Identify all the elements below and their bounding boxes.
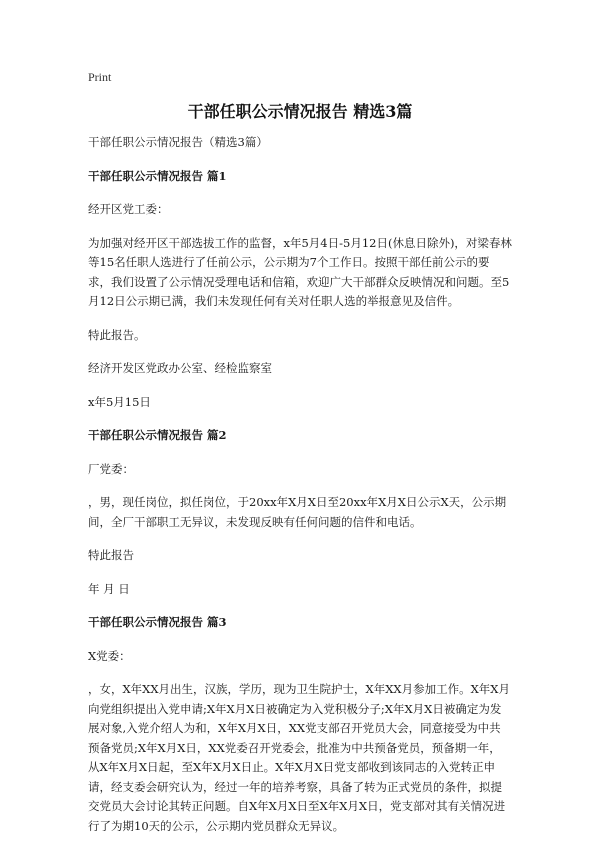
section-3-body: ，女，X年XX月出生，汉族，学历，现为卫生院护士，X年XX月参加工作。X年X月向党组织提出入党申请;X年X月X日被确定为入党积极分子;X年X月X日被确定为发展对象,入党介绍人为和，X年X月X日，XX党支部召开党员大会，同意接受为中共预备党员;X年X月X日，XX党委召开党委会，批准为中共预备党员，预备期一年，从X年X月X日起，至X年X月X日止。X年X月X日党支部收到该同志的入党转正申请，经支委会研究认为，经过一年的培养考察，具备了转为正式党员的条件，拟提交党员大会讨论其转正问题。自X年X月X日至X年X月X日，党支部对其有关情况进行了为期10天的公示，公示期内党员群众无异议。: [88, 682, 510, 833]
section-1-date: x年5月15日: [88, 394, 151, 409]
document-subtitle: 干部任职公示情况报告（精选3篇）: [88, 135, 268, 149]
section-1-closing: 特此报告。: [88, 327, 146, 342]
section-1-body: 为加强对经开区干部选拔工作的监督，x年5月4日-5月12日(休息日除外)，对梁春林等15名任职人选进行了任前公示，公示期为7个工作日。按照干部任前公示的要求，我们设置了公示情况受理电话和信箱，欢迎广大干部群众反映情况和问题。至5月12日公示期已满，我们未发现任何有关对任职人选的举报意见及信件。: [88, 235, 512, 308]
section-3-salutation: X党委：: [88, 648, 131, 663]
section-1-heading: 干部任职公示情况报告 篇1: [88, 168, 227, 183]
document-content: [88, 133, 512, 850]
print-label: Print: [88, 70, 112, 84]
section-2-salutation: 厂党委：: [88, 461, 134, 476]
section-1-sign: 经济开发区党政办公室、经检监察室: [88, 361, 272, 375]
section-2-heading: 干部任职公示情况报告 篇2: [88, 428, 227, 442]
section-2-closing: 特此报告: [88, 548, 134, 562]
section-1-salutation: 经开区党工委：: [88, 202, 169, 216]
section-2-body: ，男，现任岗位，拟任岗位，于20xx年X月X日至20xx年X月X日公示X天，公示期间，全厂干部职工无异议，未发现反映有任何问题的信件和电话。: [88, 495, 507, 529]
section-3-heading: 干部任职公示情况报告 篇3: [88, 615, 227, 629]
document-title: 干部任职公示情况报告 精选3篇: [187, 102, 413, 121]
section-2-date: 年 月 日: [88, 581, 130, 596]
